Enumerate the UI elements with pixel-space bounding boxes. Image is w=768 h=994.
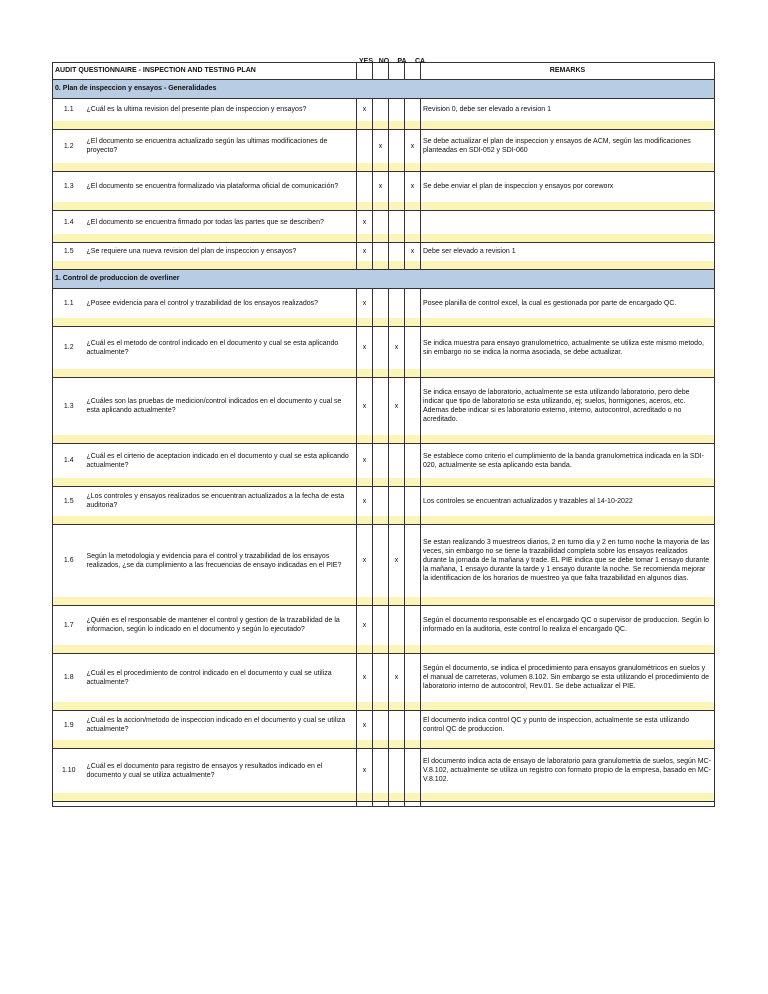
yes-mark: x [357,710,373,740]
audit-table [52,62,715,807]
no-mark: x [373,129,389,163]
pa-mark [389,172,405,202]
question-text: ¿Cuál es el procedimiento de control indicado en el documento y cual se utiliza actualmente? [85,654,357,702]
yes-mark: x [357,327,373,369]
highlight-strip [53,645,715,654]
section-header [53,80,715,99]
no-mark [373,605,389,645]
question-row [53,749,715,793]
question-text: ¿Los controles y ensayos realizados se encuentran actualizados a la fecha de esta auditoria? [85,486,357,516]
col-pa-header: PA [397,58,407,65]
item-number: 1.3 [53,172,85,202]
ca-mark [405,710,421,740]
item-number: 1.5 [53,486,85,516]
question-text: ¿Cuál es la accion/metodo de inspeccion indicado en el documento y cual se utiliza actualmente? [85,710,357,740]
question-row [53,288,715,318]
question-row [53,172,715,202]
question-row [53,444,715,478]
remarks-text: Se establece como criterio el cumplimiento de la banda granulometrica indicada en la SDI-020, actualmente se esta aplicando esta banda. [421,444,715,478]
highlight-strip [53,369,715,378]
highlight-strip [53,121,715,130]
pa-mark [389,444,405,478]
pa-mark: x [389,377,405,435]
no-mark [373,377,389,435]
yes-mark [357,129,373,163]
question-row [53,525,715,597]
question-text: ¿Cuál es el cirterio de aceptacion indicado en el documento y cual se esta aplicando actualmente? [85,444,357,478]
section-title: 1. Control de produccion de overliner [53,269,715,288]
ca-mark: x [405,172,421,202]
yes-mark: x [357,99,373,121]
question-row [53,210,715,234]
highlight-strip [53,234,715,243]
yes-mark: x [357,210,373,234]
page-title: AUDIT QUESTIONNAIRE - INSPECTION AND TESTING PLAN [53,63,357,80]
yes-mark: x [357,444,373,478]
yes-mark: x [357,749,373,793]
highlight-strip [53,318,715,327]
col-yes-header: YES [358,58,373,65]
ca-mark [405,444,421,478]
yes-mark: x [357,654,373,702]
yes-mark: x [357,288,373,318]
item-number: 1.10 [53,749,85,793]
no-mark: x [373,172,389,202]
yes-mark [357,172,373,202]
ca-mark [405,210,421,234]
item-number: 1.1 [53,99,85,121]
pa-mark [389,210,405,234]
remarks-text: Revision 0, debe ser elevado a revision 1 [421,99,715,121]
question-row [53,243,715,261]
remarks-text: Debe ser elevado a revision 1 [421,243,715,261]
no-mark [373,327,389,369]
highlight-strip [53,478,715,487]
question-text: Según la metodologia y evidencia para el control y trazabilidad de los ensayos realizados, ¿se da cumplimiento a las frecuencias de ensayo indicadas en el PIE? [85,525,357,597]
pa-mark: x [389,525,405,597]
highlight-strip [53,435,715,444]
item-number: 1.5 [53,243,85,261]
ca-mark [405,377,421,435]
highlight-strip [53,261,715,270]
col-no-header: NO [378,58,390,65]
no-mark [373,99,389,121]
highlight-strip [53,202,715,211]
question-text: ¿El documento se encuentra actualizado según las ultimas modificaciones de proyecto? [85,129,357,163]
yes-mark: x [357,525,373,597]
question-row [53,129,715,163]
ca-mark [405,99,421,121]
remarks-text: Se indica muestra para ensayo granulometrico, actualmente se utiliza este mismo metodo, sin embargo no se indica la norma asociada, se debe actualizar. [421,327,715,369]
remarks-text: Según el documento responsable es el encargado QC o supervisor de produccion. Según lo informado en la auditoria, este control lo realiza el encargado QC. [421,605,715,645]
remarks-text: El documento indica acta de ensayo de laboratorio para granulometria de suelos, según MC-V.8.102, actualmente se utiliza un registro con formato propio de la empresa, basado en MC-V.8.102. [421,749,715,793]
highlight-strip [53,516,715,525]
section-title: 0. Plan de inspeccion y ensayos - Generalidades [53,80,715,99]
question-row [53,486,715,516]
remarks-text: El documento indica control QC y punto de inspeccion, actualmente se esta utilizando control QC de produccion. [421,710,715,740]
remarks-text: Según el documento, se indica el procedimiento para ensayos granulométricos en suelos y el manual de carreteras, volumen 8.102. Sin embargo se esta utilizando el procedimiento de laboratorio interno de autocontrol, Rev.01. Se debe actualizar el PIE. [421,654,715,702]
ca-mark [405,327,421,369]
question-row [53,99,715,121]
item-number: 1.4 [53,444,85,478]
item-number: 1.3 [53,377,85,435]
ca-mark: x [405,129,421,163]
no-mark [373,710,389,740]
highlight-strip [53,702,715,711]
no-mark [373,749,389,793]
no-mark [373,288,389,318]
yes-mark: x [357,377,373,435]
yes-mark: x [357,486,373,516]
no-mark [373,210,389,234]
pa-mark [389,288,405,318]
pa-mark [389,605,405,645]
pa-mark [389,710,405,740]
yes-mark: x [357,605,373,645]
item-number: 1.2 [53,129,85,163]
pa-mark [389,486,405,516]
audit-sheet [52,58,714,807]
yes-mark: x [357,243,373,261]
pa-mark [389,243,405,261]
remarks-text: Se debe actualizar el plan de inspeccion y ensayos de ACM, según las modificaciones planteadas en SDI-052 y SDI-060 [421,129,715,163]
no-mark [373,243,389,261]
question-text: ¿El documento se encuentra formalizado via plataforma oficial de comunicación? [85,172,357,202]
remarks-text: Se debe enviar el plan de inspeccion y ensayos por coreworx [421,172,715,202]
item-number: 1.7 [53,605,85,645]
remarks-text [421,210,715,234]
no-mark [373,444,389,478]
pa-mark [389,749,405,793]
ca-mark [405,749,421,793]
item-number: 1.1 [53,288,85,318]
question-row [53,710,715,740]
highlight-strip [53,793,715,802]
remarks-text: Se estan realizando 3 muestreos diarios, 2 en turno dia y 2 en turno noche la mayoria de las veces, sin embargo no se tiene la trazabilidad completa sobre los ensayos realizados durante la jornada de la mañana y trade. EL PIE indica que se debe tomar 1 ensayo durante la mañana, 1 ensayo durante la tarde y 1 ensayo durante la noche. Se recomienda mejorar la identificacion de los horarios de muestreo ya que falta trazabilidad en algunos dias. [421,525,715,597]
question-row [53,605,715,645]
highlight-strip [53,740,715,749]
question-text: ¿Cuáles son las pruebas de medicion/control indicados en el documento y cual se esta aplicando actualmente? [85,377,357,435]
pa-mark: x [389,327,405,369]
remarks-header: REMARKS [421,63,715,80]
item-number: 1.2 [53,327,85,369]
ca-mark [405,605,421,645]
pa-mark [389,129,405,163]
item-number: 1.8 [53,654,85,702]
remarks-text: Los controles se encuentran actualizados y trazables al 14-10-2022 [421,486,715,516]
question-row [53,654,715,702]
pa-mark: x [389,654,405,702]
question-text: ¿Posee evidencia para el control y trazabilidad de los ensayos realizados? [85,288,357,318]
highlight-strip [53,597,715,606]
closing-row [53,801,715,806]
question-text: ¿Cuál es la ultima revision del presente plan de inspeccion y ensayos? [85,99,357,121]
question-row [53,327,715,369]
ca-mark: x [405,243,421,261]
section-header [53,269,715,288]
no-mark [373,486,389,516]
col-ca-header: CA [414,58,426,65]
question-text: ¿Se requiere una nueva revision del plan de inspeccion y ensayos? [85,243,357,261]
ca-mark [405,654,421,702]
no-mark [373,654,389,702]
ca-mark [405,486,421,516]
pa-mark [389,99,405,121]
question-text: ¿El documento se encuentra firmado por todas las partes que se describen? [85,210,357,234]
item-number: 1.9 [53,710,85,740]
column-headers [52,58,714,70]
question-text: ¿Quién es el responsable de mantener el control y gestion de la trazabilidad de la informacion, según lo indicado en el documento y según lo ejecutado? [85,605,357,645]
ca-mark [405,288,421,318]
remarks-text: Posee planilla de control excel, la cual es gestionada por parte de encargado QC. [421,288,715,318]
item-number: 1.4 [53,210,85,234]
question-text: ¿Cuál es el metodo de control indicado en el documento y cual se esta aplicando actualmente? [85,327,357,369]
remarks-text: Se indica ensayo de laboratorio, actualmente se esta utilizando laboratorio, pero debe indicar que tipo de laboratorio se esta utilizando, ej; suelos, hormigones, aceros, etc. Ademas debe indicar si es laboratorio externo, interno, autocontrol, acreditado o no acreditado. [421,377,715,435]
highlight-strip [53,163,715,172]
no-mark [373,525,389,597]
item-number: 1.6 [53,525,85,597]
ca-mark [405,525,421,597]
question-row [53,377,715,435]
question-text: ¿Cuál es el documento para registro de ensayos y resultados indicado en el documento y cual se utiliza actualmente? [85,749,357,793]
